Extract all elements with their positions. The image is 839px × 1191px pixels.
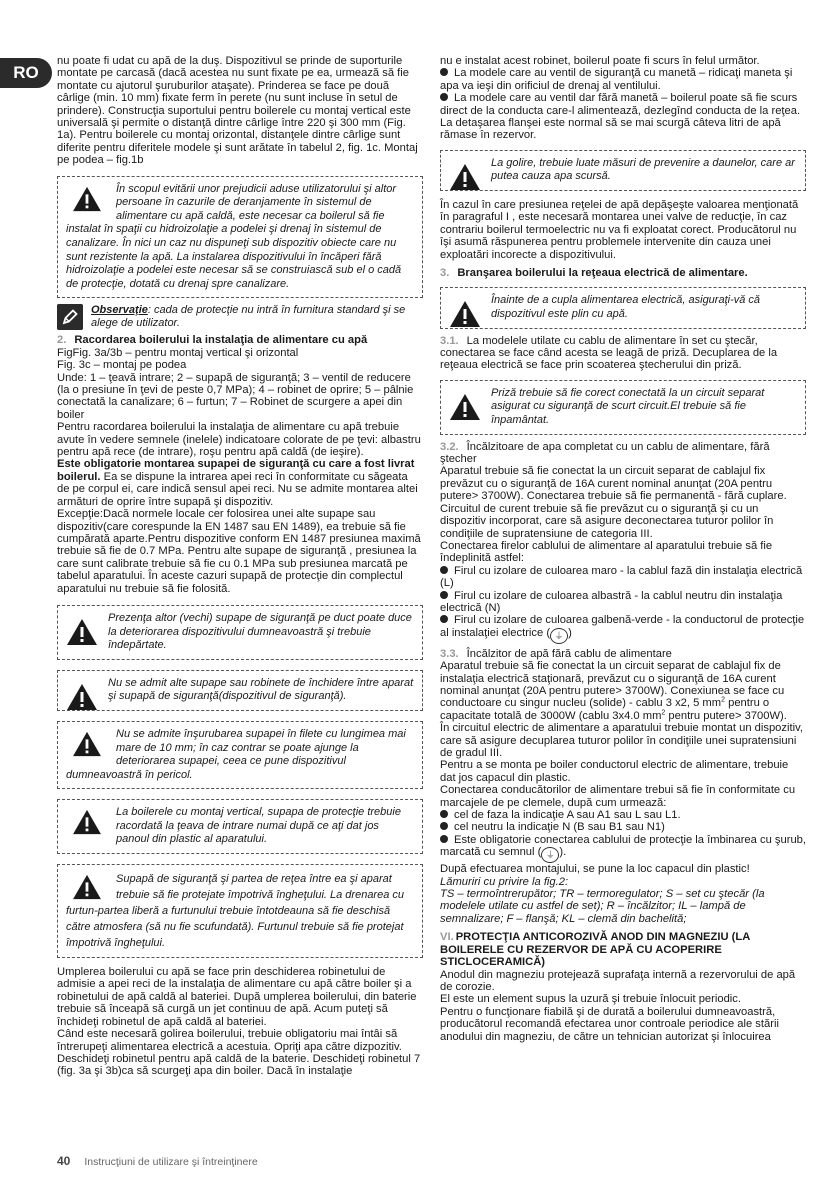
intro-paragraph: nu poate fi udat cu apă de la duş. Dispozitivul se prinde de suporturile montate pe carcasă (dacă acestea nu sunt fixate pe ea, urmează să fie montate cu ajutorul şuruburilor ataşate). Prinderea se face pe două cârlige (min. 10 mm) fixate ferm în perete (nu sunt incluse în setul de prindere). Construcţia suportului pentru boilerele cu montaj vertical este universală şi permite o distanţă dintre cârlige între 220 şi 300 mm (Fig. 1a). Pentru boilerele cu montaj orizontal, distanţele dintre cârlige sunt diferite pentru diferitele modele şi sunt arătate în tabelul 2, fig. 1c. Montaj pe podea – fig.1b — [57, 55, 418, 167]
paragraph: Aparatul trebuie să fie conectat la un circuit separat de cablajul fix prevăzut cu o siguranţă de 16A curent nominal anunţat (20A pentru putere> 3700W). Conectarea trebuie să fie permanentă - fără cuplare. Circuitul de curent trebuie să fie prevăzut cu o siguranţă şi cu un dispozitiv incorporat, care să asigure deconectarea tuturor polilor în condiţiile de supratensiune de categoria III. — [440, 465, 787, 540]
list-item: cel de faza la indicaţie A sau A1 sau L sau L1. — [440, 809, 806, 821]
legend-paragraph: TS – termoîntrerupător; TR – termoregulator; S – set cu ştecăr (la modelele utilate cu astfel de set); R – încălzitor; IL – lampă de semnalizare; F – flanşă; KL – clemă din bachelită; — [440, 888, 765, 925]
warning-icon — [66, 618, 98, 646]
earth-ground-icon: ⏚ — [541, 847, 559, 863]
note-block — [57, 304, 423, 330]
warning-text: În scopul evitării unor prejudicii aduse utilizatorului şi altor persoane în cazurile de deranjamente în sistemul de alimentare cu apă caldă, este necesar ca boilerul să fie instalat în spaţii cu hidroizolaţie a podelei şi drenaj în sistemul de canalizare. În nici un caz nu dispuneţi sub dispozitiv obiecte care nu sunt rezistente la apă. La instalarea dispozitivului în încăperi fără hidroizolaţie a podelei este necesar să se construiască sub el o cadă de protecţie, dotată cu drenaj spre canalizare. — [66, 182, 402, 290]
footer-title: Instrucţiuni de utilizare şi întreinţinere — [84, 1156, 258, 1168]
paragraph: Lămuriri cu privire la fig.2: — [440, 875, 569, 888]
list-item: Este obligatorie conectarea cablului de protecţie la îmbinarea cu şurub, marcată cu semnul ( ⏚ ). — [440, 834, 806, 863]
warning-icon — [449, 300, 481, 328]
warning-box — [57, 799, 423, 854]
paragraph: Anodul din magneziu protejează suprafaţa internă a rezervorului de apă de corozie. — [440, 968, 796, 993]
right-column — [440, 55, 806, 1043]
paragraph: El este un element supus la uzură şi trebuie înlocuit periodic. — [440, 993, 741, 1006]
mandatory-paragraph: Este obligatorie montarea supapei de siguranţă cu care a fost livrat boilerul. Ea se dispune la intrarea apei reci în conformitate cu săgeata de pe corpul ei, care indică sensul apei reci. Nu se admite montarea altei armături de oprire între supapă şi dispozitiv. — [57, 458, 418, 508]
warning-text: Priză trebuie să fie corect conectată la un circuit separat asigurat cu siguranţă de scurt circuit.El trebuie să fie înpamântat. — [491, 386, 765, 427]
page-footer — [57, 1155, 258, 1168]
warning-text: Prezenţa altor (vechi) supape de siguranţă pe duct poate duce la deteriorarea dispozitivului dumneavoastră şi trebuie îndepărtate. — [108, 611, 412, 652]
page-number: 40 — [57, 1154, 71, 1168]
warning-text: Supapă de siguranţă şi partea de reţea între ea şi aparat trebuie să fie protejate împotrivă îngheţului. La drenarea cu furtun-partea liberă a furtunului trebuie întotdeauna să fie deschisă către atmosfera (să nu fie scufundată). Furtunul trebuie să fie protejat împotrivă îngheţului. — [66, 873, 405, 950]
exception-paragraph: Excepţie:Dacă normele locale cer folosirea unei alte supape sau dispozitiv(care corespunde la EN 1487 sau EN 1489), ea trebuie să fie cumpărată aparte.Pentru dispozitive conform EN 1487 presiunea maximă trebuie să fie de 0.7 MPa. Pentru alte supape de siguranţă , presiunea la care sunt calibrate trebuie să fie cu 0.1 MPa sub presiunea marcată pe tabelul aparatului. În aceste cazuri supapă de protecţie din complectul aparatului nu trebuie să fie folosită. — [57, 508, 421, 595]
paragraph: În circuitul electric de alimentare a aparatului trebuie montat un dispozitiv, care să asigure decuplarea tuturor polilor în condiţiile unei supratensiuni de gradul III. — [440, 722, 803, 759]
warning-icon — [72, 809, 102, 835]
section-heading-vi: VI. PROTECŢIA ANTICOROZIVĂ ANOD DIN MAGNEZIU (LA BOILERELE CU REZERVOR DE APĂ CU ACOPERIRE STICLOCERAMICĂ) — [440, 931, 750, 969]
section-heading-2: 2. Racordarea boilerului la instalaţia de alimentare cu apă — [57, 334, 368, 347]
earth-ground-icon: ⏚ — [550, 628, 568, 644]
warning-icon — [72, 874, 102, 900]
paragraph: Pentru o funcţionare fiabilă şi de durată a boilerului dumneavoastră, producătorul recomandă efectarea unor controale periodice ale stării anodului din magneziu, de către un tehnician autorizat şi înlocuirea — [440, 1005, 779, 1043]
paragraph: Conectarea conducătorilor de alimentare trebui să fie în conformitate cu marcajele de pe clemele, după cum urmează: — [440, 784, 796, 809]
pencil-icon — [57, 304, 83, 330]
subsection-3-2: 3.2. Încălzitoare de apa completat cu un cablu de alimentare, fără ştecher — [440, 440, 770, 466]
note-text: : cada de protecţie nu intră în furnitura standard şi se alege de utilizator. — [91, 304, 406, 330]
warning-text: Nu se admite înşurubarea supapei în filete cu lungimea mai mare de 10 mm; în caz contrar se poate ajunge la deteriorarea supapei, ceea ce pune dispozitivul dumneavoastră în pericol. — [66, 727, 406, 781]
warning-icon — [72, 186, 102, 212]
warning-text: Nu se admit alte supape sau robinete de închidere între aparat şi supapă de siguranţă(dispozitivul de siguranţă). — [108, 676, 414, 703]
list-item: La modele care au ventil dar fără manetă – boilerul poate să fie scurs direct de la conducta care-l alimentează, dezlegînd conducta de la reţea. La detaşarea flanşei este normal să se mai scurgă câteva litri de apă rămase în rezervor. — [440, 92, 801, 142]
legend-paragraph: Unde: 1 – ţeavă intrare; 2 – supapă de siguranţă; 3 – ventil de reducere (la o presiune în ţevi de peste 0,7 MPa); 4 – robinet de oprire; 5 – pâlnie conectată la canalizare; 6 – furtun; 7 – Robinet de scurgere a apei din boiler — [57, 371, 414, 421]
warning-box — [57, 605, 423, 660]
warning-icon — [66, 683, 98, 711]
racord-paragraph: Pentru racordarea boilerului la instalaţia de alimentare cu apă trebuie avute în vedere semnele (inelele) indicatoare colorate de pe ţevi: albastru pentru apă rece (de intrare), roşu pentru apă caldă (de ieşire). — [57, 421, 421, 459]
warning-box — [57, 721, 423, 789]
warning-icon — [449, 393, 481, 421]
warning-box — [440, 287, 806, 328]
list-item: La modele care au ventil de siguranţă cu manetă – ridicaţi maneta şi apa va ieşi din orificiul de drenaj al ventilului. — [440, 67, 793, 92]
list-item: Firul cu izolare de culoarea maro - la cablul fază din instalaţia electrică (L) — [440, 564, 803, 590]
warning-box — [440, 380, 806, 435]
warning-box — [57, 176, 423, 299]
list-item: cel neutru la indicaţie N (B sau B1 sau N1) — [440, 821, 806, 833]
continued-paragraph: nu e instalat acest robinet, boilerul poate fi scurs în felul următor. — [440, 55, 760, 67]
paragraph: Pentru a se monta pe boiler conductorul electric de alimentare, trebuie dat jos capacul din plastic. — [440, 759, 789, 784]
warning-icon — [449, 163, 481, 191]
section-heading-3: 3. Branşarea boilerului la reţeaua electrică de alimentare. — [440, 267, 748, 280]
warning-text: Înainte de a cupla alimentarea electrică, asiguraţi-vă că dispozitivul este plin cu apă. — [491, 294, 761, 321]
warning-text: La golire, trebuie luate măsuri de prevenire a daunelor, care ar putea cauza apa scursă. — [491, 156, 795, 183]
list-item: Firul cu izolare de culoarea albastră - la cablul neutru din instalaţia electrică (N) — [440, 589, 783, 614]
fig-ref: Fig. 3c – montaj pe podea — [57, 359, 187, 372]
paragraph: Aparatul trebuie să fie conectat la un circuit separat de cablajul fix de instalaţia electrică staţionară, prevăzut cu o siguranţă de 16A curent nominal anunţat (20A pentru putere> 3700W). Conexiunea se face cu conductoare cu singur nucleu (solide) - cablu 3 x2, 5 $mm^2$ pentru o capacitate totală de 3000W (cablu 3x4.0 $mm^2$ pentru putere> 3700W). — [440, 660, 787, 722]
pressure-paragraph: În cazul în care presiunea reţelei de apă depăşeşte valoarea menţionată în paragraful I , este necesară montarea unei valve de reducţie, în caz contrariu boilerul termoelectric nu va fi exploatat corect. Producătorul nu îşi asumă răspunerea pentru problemele intervenite din cauza unei exploatări incorecte a dispozitivului. — [440, 199, 799, 261]
warning-text: La boilerele cu montaj vertical, supapa de protecţie trebuie racordată la ţeava de intrare numai după ce aţi dat jos panoul din plastic al aparatului. — [116, 806, 401, 846]
warning-box — [57, 864, 423, 958]
language-badge: RO — [0, 58, 52, 88]
subsection-3-3: 3.3. Încălzitor de apă fără cablu de alimentare — [440, 647, 672, 660]
warning-box — [440, 150, 806, 191]
warning-box — [57, 670, 423, 711]
fill-paragraph: Umplerea boilerului cu apă se face prin deschiderea robinetului de admisie a apei reci de la instalaţia de alimentare cu apă către boiler şi a robinetului de apă caldă al bateriei. După umplerea boilerului, din baterie trebuie să înceapă să curgă un jet continuu de apă. Acum puteţi să închideţi robinetul de apă caldă al bateriei. — [57, 966, 417, 1028]
note-label: Observaţie — [91, 304, 148, 317]
warning-icon — [72, 731, 102, 757]
list-item: Firul cu izolare de culoarea galbenă-verde - la conductorul de protecţie al instalaţiei electrice ( ⏚ ) — [440, 614, 806, 643]
paragraph: După efectuarea montajului, se pune la loc capacul din plastic! — [440, 863, 750, 876]
fig-ref: FigFig. 3a/3b – pentru montaj vertical şi orizontal — [57, 346, 299, 359]
left-column — [57, 55, 423, 1078]
paragraph: Conectarea firelor cablului de alimentare al aparatului trebuie să fie îndeplinită astfel: — [440, 539, 773, 565]
subsection-3-1: 3.1. La modelele utilate cu cablu de alimentare în set cu ştecăr, conectarea se face când acesta se leagă de priză. Decuplarea de la reţeaua electrică se face prin scoaterea ştecherului din priză. — [440, 334, 778, 372]
drain-paragraph: Când este necesară golirea boilerului, trebuie obligatoriu mai întâi să întrerupeţi alimentarea electrică a acestuia. Opriţi apa către dizpozitiv. Deschideţi robinetul pentru apă caldă de la baterie. Deschideţi robinetul 7 (fig. 3a şi 3b)ca să scurgeţi apa din boiler. Dacă în instalaţie — [57, 1028, 421, 1078]
